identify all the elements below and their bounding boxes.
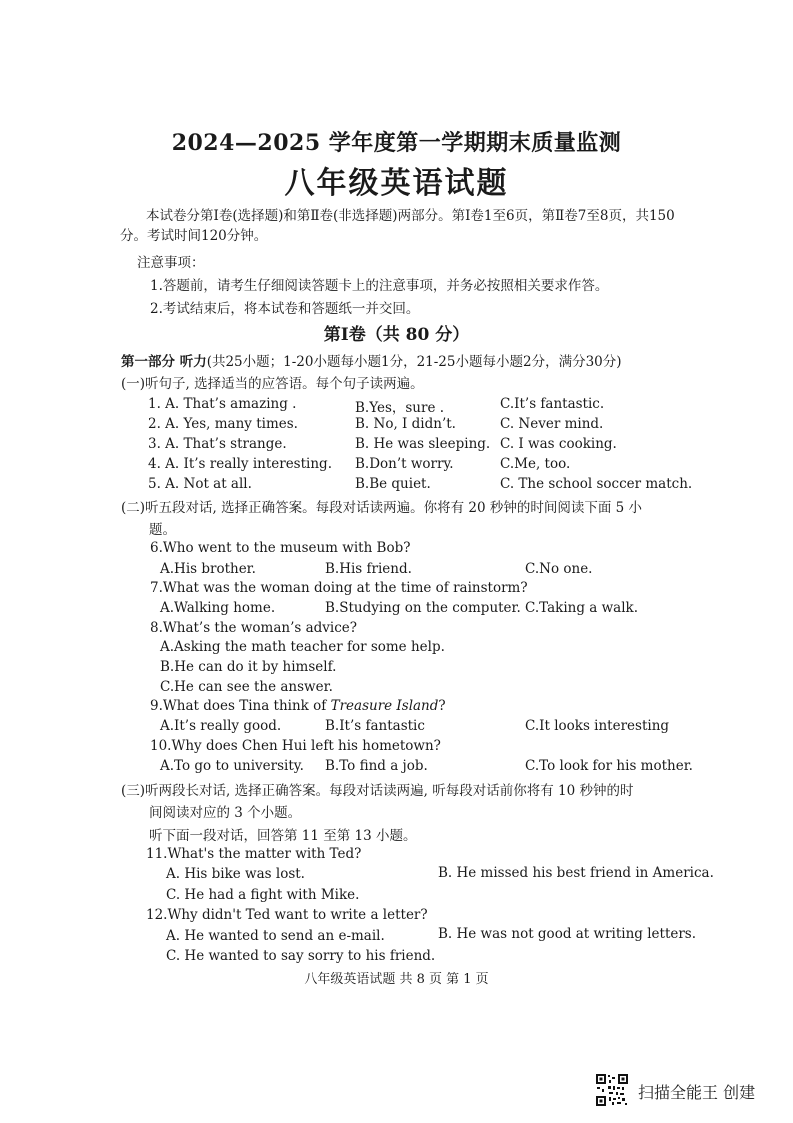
q3-option-c: C. I was cooking. [500,436,617,452]
q12-option-b: B. He was not good at writing letters. [438,926,697,942]
sub3-instruction-line1: (三)听两段长对话, 选择正确答案。每段对话读两遍, 听每段对话前你将有 10 秒钟的时 [121,783,634,799]
q1-option-b: B.Yes，sure . [355,400,445,416]
exam-subject-title: 八年级英语试题 [284,166,509,201]
q6-option-a: A.His brother. [160,561,256,577]
q9-book-title: Treasure Island [330,698,439,714]
scanner-watermark: 扫描全能王 创建 [638,1083,756,1102]
intro-text: 本试卷分第Ⅰ卷(选择题)和第Ⅱ卷(非选择题)两部分。第Ⅰ卷1至6页，第Ⅱ卷7至8页，共150分。考试时间120分钟。 [120,208,675,244]
q6-option-b: B.His friend. [325,561,412,577]
q7-option-a: A.Walking home. [160,600,276,616]
q8-option-c: C.He can see the answer. [160,679,333,695]
q8-question: 8.What’s the woman’s advice? [150,620,357,636]
q6-question: 6.Who went to the museum with Bob? [150,540,411,556]
q3-option-a: 3. A. That’s strange. [148,436,287,452]
part1-title-rest: (共25小题；1-20小题每小题1分，21-25小题每小题2分，满分30分) [206,354,622,370]
q12-option-a: A. He wanted to send an e-mail. [166,928,385,944]
part1-title [121,350,622,370]
notice-item-1: 1.答题前，请考生仔细阅读答题卡上的注意事项，并务必按照相关要求作答。 [150,278,609,294]
q6-option-c: C.No one. [525,561,593,577]
q7-option-c: C.Taking a walk. [525,600,639,616]
q10-option-a: A.To go to university. [160,758,304,774]
q11-option-a: A. His bike was lost. [166,866,305,882]
q2-option-c: C. Never mind. [500,416,604,432]
sub2-instruction-line1: (二)听五段对话, 选择正确答案。每段对话读两遍。你将有 20 秒钟的时间阅读下面 5 小 [121,500,643,516]
notice-title: 注意事项： [137,255,205,271]
q5-option-b: B.Be quiet. [355,476,431,492]
q11-question: 11.What's the matter with Ted? [146,846,362,862]
qr-code-icon [595,1073,629,1107]
q7-question: 7.What was the woman doing at the time of rainstorm? [150,580,528,596]
q4-option-c: C.Me, too. [500,456,571,472]
q9-option-b: B.It’s fantastic [325,718,425,734]
q9-option-a: A.It’s really good. [160,718,282,734]
q2-option-b: B. No, I didn’t. [355,416,456,432]
sub3-note: 听下面一段对话，回答第 11 至第 13 小题。 [149,828,417,844]
q9-question-pre: 9.What does Tina think of [150,698,331,714]
q8-option-b: B.He can do it by himself. [160,659,337,675]
q5-option-a: 5. A. Not at all. [148,476,252,492]
q7-option-b: B.Studying on the computer. [325,600,521,616]
sub1-instruction: (一)听句子, 选择适当的应答语。每个句子读两遍。 [121,376,424,392]
q5-option-c: C. The school soccer match. [500,476,693,492]
section-title: 第Ⅰ卷（共 80 分） [323,325,470,345]
q10-question: 10.Why does Chen Hui left his hometown? [150,738,441,754]
page-footer: 八年级英语试题 共 8 页 第 1 页 [304,972,489,987]
q12-option-c: C. He wanted to say sorry to his friend. [166,948,436,964]
sub3-instruction-line2: 间阅读对应的 3 个小题。 [149,805,302,821]
notice-item-2: 2.考试结束后，将本试卷和答题纸一并交回。 [150,301,420,317]
q12-question: 12.Why didn't Ted want to write a letter? [146,907,428,923]
q11-option-b: B. He missed his best friend in America. [438,865,714,881]
q11-option-c: C. He had a fight with Mike. [166,887,360,903]
q3-option-b: B. He was sleeping. [355,436,491,452]
q9-question [150,698,446,714]
exam-term-title: 2024—2025 学年度第一学期期末质量监测 [171,130,622,156]
q9-option-c: C.It looks interesting [525,718,670,734]
q1-option-a: 1. A. That’s amazing . [148,396,297,412]
q4-option-b: B.Don’t worry. [355,456,454,472]
q1-option-c: C.It’s fantastic. [500,396,605,412]
q4-option-a: 4. A. It’s really interesting. [148,456,332,472]
q10-option-b: B.To find a job. [325,758,428,774]
q8-option-a: A.Asking the math teacher for some help. [160,639,445,655]
part1-title-bold: 第一部分 听力 [121,354,207,370]
q9-question-post: ? [438,698,446,714]
sub2-instruction-line2: 题。 [149,522,176,538]
q10-option-c: C.To look for his mother. [525,758,693,774]
q2-option-a: 2. A. Yes, many times. [148,416,298,432]
